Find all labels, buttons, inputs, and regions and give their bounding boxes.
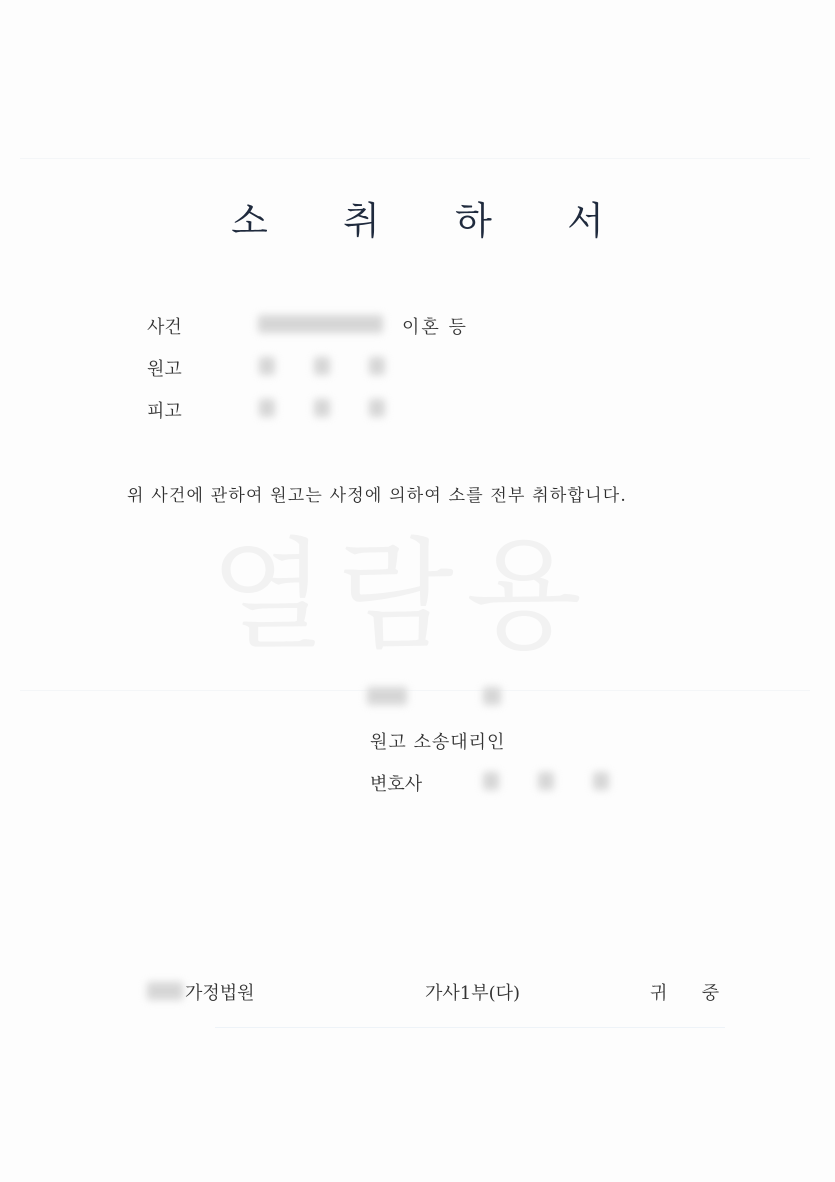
court-division: 가사1부(다) [425,983,521,1004]
court-name: 가정법원 [185,983,255,1004]
redacted-date [483,687,501,705]
redacted-attorney-name [483,772,499,790]
plaintiff-label: 원고 [147,359,182,380]
signatory-role: 원고 소송대리인 [370,732,506,753]
title-char: 하 [455,199,492,243]
watermark: 열람용 [210,527,594,666]
title-char: 소 [231,199,268,243]
case-value: 이혼 등 [402,317,468,338]
case-label: 사건 [147,317,182,338]
faint-rule [20,158,810,159]
redacted-plaintiff-name [259,357,275,375]
title-char: 취 [343,199,380,243]
redacted-case-number [258,315,383,333]
redacted-attorney-name [538,772,554,790]
redacted-attorney-name [593,772,609,790]
defendant-label: 피고 [147,401,182,422]
redacted-plaintiff-name [369,357,385,375]
addressee: 귀 중 [650,983,720,1004]
document-title [0,190,835,245]
redacted-court-region [147,982,183,1000]
withdrawal-statement: 위 사건에 관하여 원고는 사정에 의하여 소를 전부 취하합니다. [127,486,627,506]
redacted-defendant-name [259,399,275,417]
redacted-plaintiff-name [314,357,330,375]
title-char: 서 [567,199,604,243]
faint-rule [215,1027,725,1028]
redacted-date [367,687,407,705]
attorney-label: 변호사 [370,774,423,795]
redacted-defendant-name [314,399,330,417]
redacted-defendant-name [369,399,385,417]
faint-rule [20,690,810,691]
